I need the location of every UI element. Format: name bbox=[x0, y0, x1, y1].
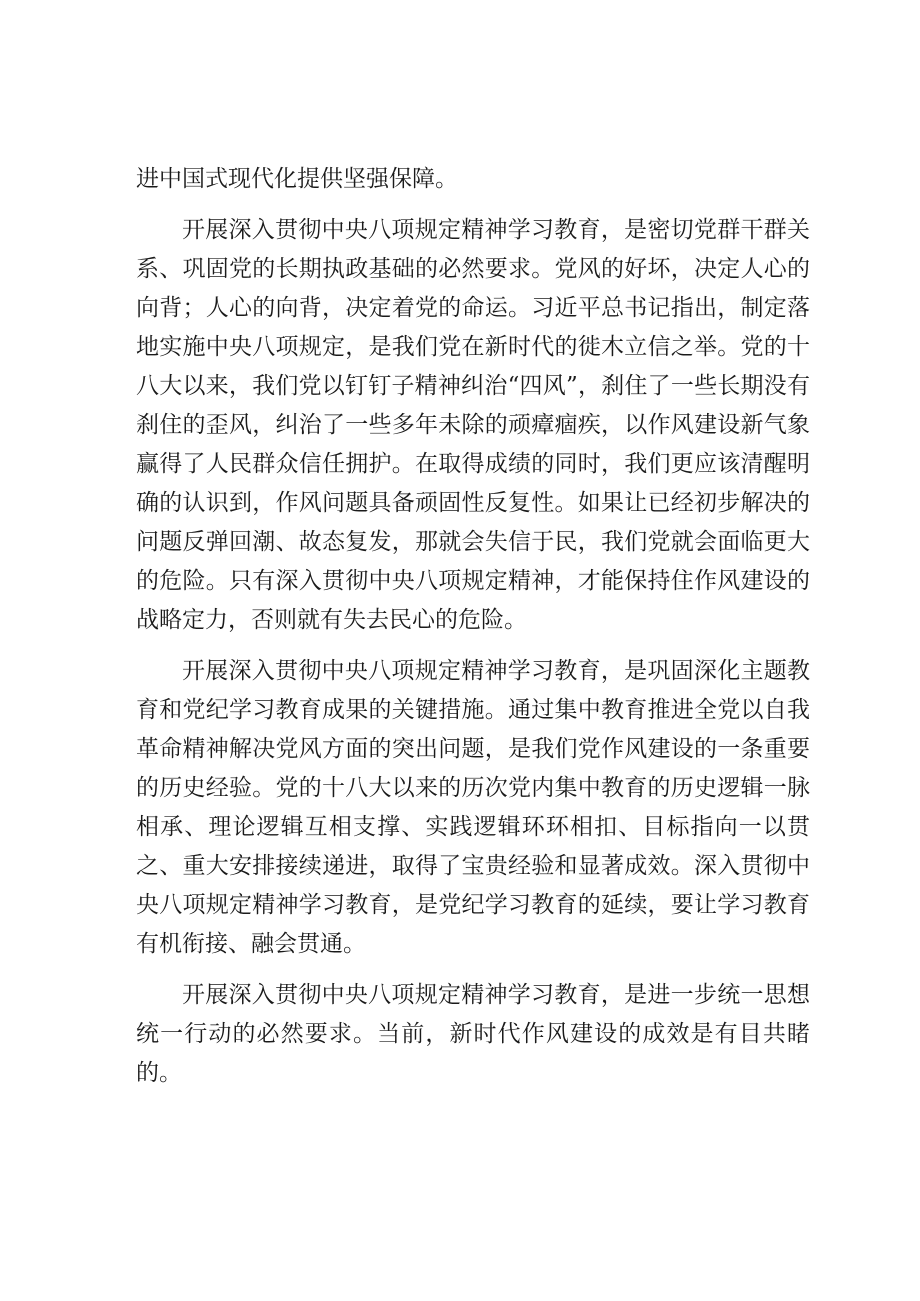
paragraph-4: 开展深入贯彻中央八项规定精神学习教育，是进一步统一思想统一行动的必然要求。当前，新时代作风建设的成效是有目共睹的。 bbox=[136, 982, 810, 1086]
document-body bbox=[136, 160, 810, 1093]
paragraph-2: 开展深入贯彻中央八项规定精神学习教育，是密切党群干群关系、巩固党的长期执政基础的必然要求。党风的好坏，决定人心的向背；人心的向背，决定着党的命运。习近平总书记指出，制定落地实施中央八项规定，是我们党在新时代的徙木立信之举。党的十八大以来，我们党以钉钉子精神纠治“四风”，刹住了一些长期没有刹住的歪风，纠治了一些多年未除的顽瘴痼疾，以作风建设新气象赢得了人民群众信任拥护。在取得成绩的同时，我们更应该清醒明确的认识到，作风问题具备顽固性反复性。如果让已经初步解决的问题反弹回潮、故态复发，那就会失信于民，我们党就会面临更大的危险。只有深入贯彻中央八项规定精神，才能保持住作风建设的战略定力，否则就有失去民心的危险。 bbox=[136, 217, 810, 633]
paragraph-1: 进中国式现代化提供坚强保障。 bbox=[136, 166, 458, 192]
paragraph-3: 开展深入贯彻中央八项规定精神学习教育，是巩固深化主题教育和党纪学习教育成果的关键措施。通过集中教育推进全党以自我革命精神解决党风方面的突出问题，是我们党作风建设的一条重要的历史经验。党的十八大以来的历次党内集中教育的历史逻辑一脉相承、理论逻辑互相支撑、实践逻辑环环相扣、目标指向一以贯之、重大安排接续递进，取得了宝贵经验和显著成效。深入贯彻中央八项规定精神学习教育，是党纪学习教育的延续，要让学习教育有机衔接、融会贯通。 bbox=[136, 658, 810, 957]
